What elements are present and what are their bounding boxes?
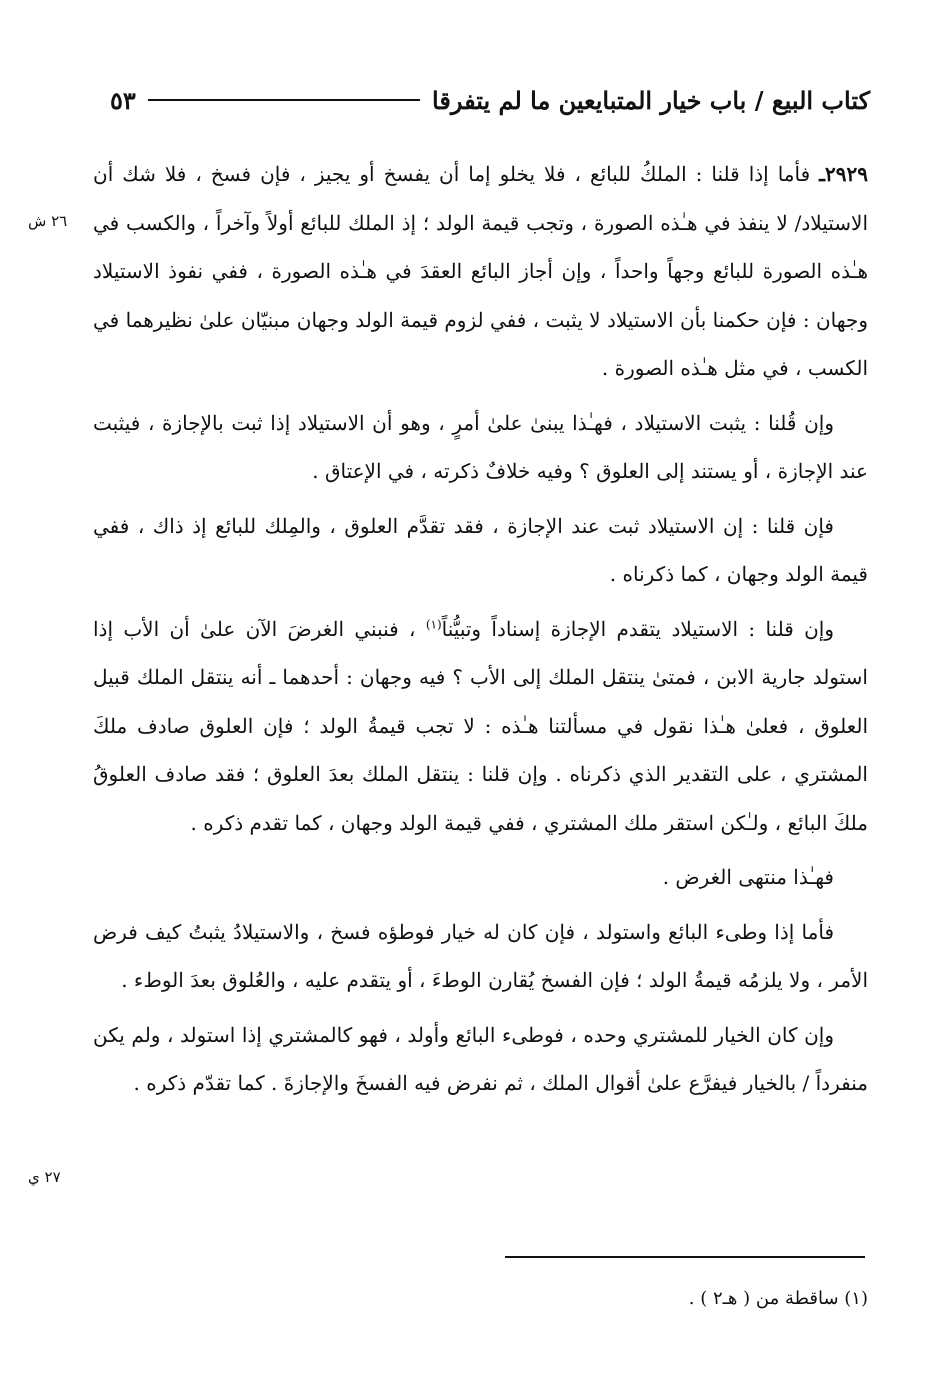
header-title: كتاب البيع / باب خيار المتبايعين ما لم يتفرقا bbox=[432, 85, 870, 115]
paragraph-2929 bbox=[93, 150, 868, 393]
paragraph: وإن كان الخيار للمشتري وحده ، فوطىء البائع وأولد ، فهو كالمشتري إذا استولد ، ولم يكن منفرداً / بالخيار فيفرَّع علىٰ أقوال الملك ، ثم نفرض فيه الفسخَ والإجازةَ . كما تقدّم ذكره . bbox=[93, 1022, 868, 1095]
main-text bbox=[93, 150, 868, 1114]
margin-note-26: ٢٦ ش bbox=[28, 212, 68, 230]
paragraph: وإن قُلنا : يثبت الاستيلاد ، فهـٰذا يبنىٰ علىٰ أمرٍ ، وهو أن الاستيلاد إذا ثبت بالإجازة ، فيثبت عند الإجازة ، أو يستند إلى العلوق ؟ وفيه خلافٌ ذكرته ، في الإعتاق . bbox=[93, 410, 868, 483]
margin-note-27: ٢٧ ي bbox=[28, 1168, 61, 1186]
paragraph-text: ، فنبني الغرضَ الآن علىٰ أن الأب إذا استولد جارية الابن ، فمتىٰ ينتقل الملك إلى الأب ؟ فيه وجهان : أحدهما ـ أنه ينتقل الملك قبيل العلوق ، فعلىٰ هـٰذا نقول في مسألتنا هـٰذه : لا تجب قيمةُ الولد ؛ فإن العلوق صادف ملكَ المشتري ، على التقدير الذي ذكرناه . وإن قلنا : ينتقل الملك بعدَ العلوق ؛ فقد صادف العلوقُ ملكَ البائع ، ولـٰكن استقر ملك المشتري ، ففي قيمة الولد وجهان ، كما تقدم ذكره . bbox=[93, 616, 868, 835]
paragraph: فأما إذا وطىء البائع واستولد ، فإن كان له خيار فوطؤه فسخ ، والاستيلادُ يثبتُ كيف فرض الأمر ، ولا يلزمُه قيمةُ الولد ؛ فإن الفسخ يُقارن الوطءَ ، أو يتقدم عليه ، والعُلوق بعدَ الوطء . bbox=[93, 919, 868, 992]
footnote-separator bbox=[505, 1256, 865, 1258]
footnote-text: ساقطة من ( هـ٢ ) . bbox=[688, 1288, 839, 1309]
page-number: ٥٣ bbox=[110, 85, 136, 115]
footnote-number: (١) bbox=[844, 1288, 868, 1309]
paragraph-text: وإن قلنا : الاستيلاد يتقدم الإجازة إسناداً وتبيُّناً bbox=[441, 616, 834, 641]
paragraph-text: فأما إذا قلنا : الملكُ للبائع ، فلا يخلو إما أن يفسخ أو يجيز ، فإن فسخ ، فلا شك أن الاستيلاد/ لا ينفذ في هـٰذه الصورة ، وتجب قيمة الولد ؛ إذ الملك للبائع أولاً وآخراً ، والكسب في هـٰذه الصورة للبائع وجهاً واحداً ، وإن أجاز البائع العقدَ في هـٰذه الصورة ، ففي نفوذ الاستيلاد وجهان : فإن حكمنا بأن الاستيلاد لا يثبت ، ففي لزوم قيمة الولد وجهان مبنيّان علىٰ نظيرهما في الكسب ، في مثل هـٰذه الصورة . bbox=[93, 162, 868, 380]
footnote-reference: (١) bbox=[425, 616, 442, 631]
paragraph bbox=[93, 605, 868, 848]
paragraph: فهـٰذا منتهى الغرض . bbox=[662, 865, 834, 889]
paragraph: فإن قلنا : إن الاستيلاد ثبت عند الإجازة ، فقد تقدَّم العلوق ، والمِلك للبائع إذ ذاك ، ففي قيمة الولد وجهان ، كما ذكرناه . bbox=[93, 513, 868, 586]
header-rule bbox=[148, 99, 420, 101]
running-header bbox=[110, 78, 870, 122]
paragraph-number: ٢٩٢٩ـ bbox=[819, 162, 868, 186]
footnote bbox=[93, 1288, 868, 1309]
